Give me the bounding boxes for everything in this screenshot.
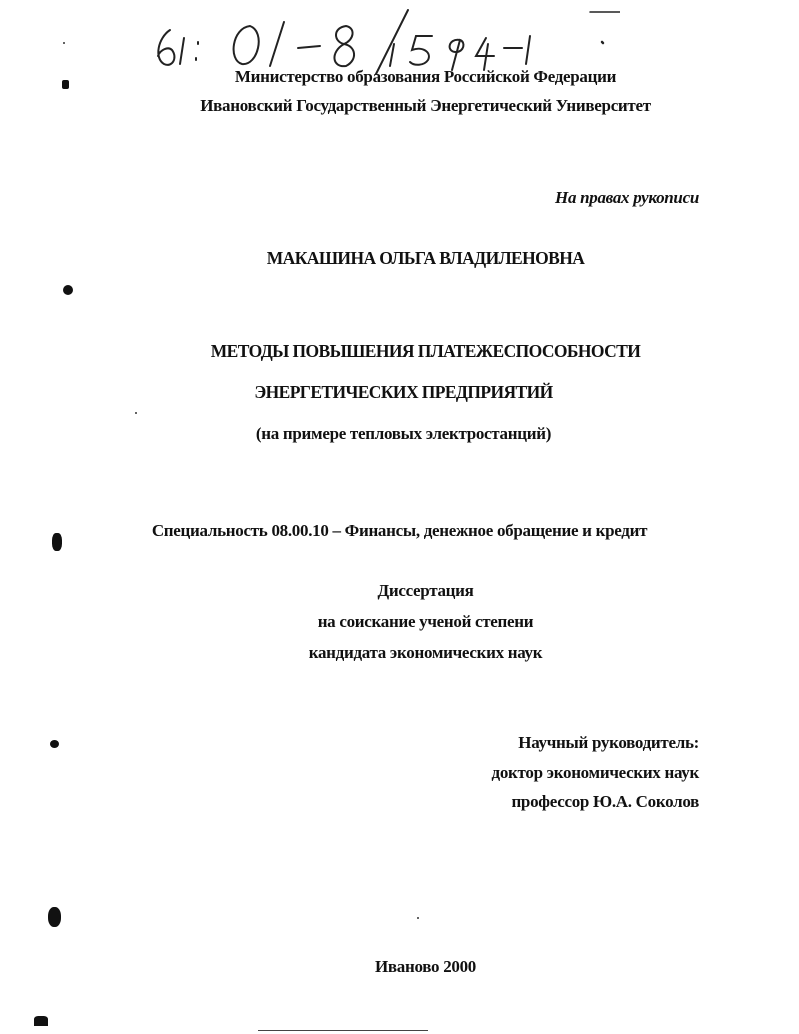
dissertation-label: Диссертация [377,581,474,600]
ministry-name: Министерство образования Российской Федерации [234,67,617,86]
dissertation-title-line-2: ЭНЕРГЕТИЧЕСКИХ ПРЕДПРИЯТИЙ [254,382,553,402]
scan-blot [62,80,69,89]
manuscript-note: На правах рукописи [555,188,699,207]
supervisor-name: профессор Ю.А. Соколов [511,792,699,811]
supervisor-label: Научный руководитель: [518,733,699,752]
scan-blot [50,740,59,748]
scan-speck [135,412,137,414]
city-year: Иваново 2000 [375,957,476,976]
degree-name: кандидата экономических наук [308,643,543,662]
scan-speck [63,42,65,44]
dissertation-title-line-1: МЕТОДЫ ПОВЫШЕНИЯ ПЛАТЕЖЕСПОСОБНОСТИ [210,341,641,361]
scan-blot [63,285,73,295]
scan-blot [48,907,61,927]
scan-blot [34,1016,48,1026]
scan-speck [417,917,419,919]
degree-purpose: на соискание ученой степени [317,612,534,631]
dissertation-subtitle: (на примере тепловых электростанций) [255,424,552,443]
supervisor-degree: доктор экономических наук [491,763,699,782]
scan-blot [52,533,62,551]
university-name: Ивановский Государственный Энергетический Университет [200,96,651,115]
scan-line [258,1030,428,1031]
author-name: МАКАШИНА ОЛЬГА ВЛАДИЛЕНОВНА [266,248,585,268]
specialty: Специальность 08.00.10 – Финансы, денежное обращение и кредит [151,521,648,540]
